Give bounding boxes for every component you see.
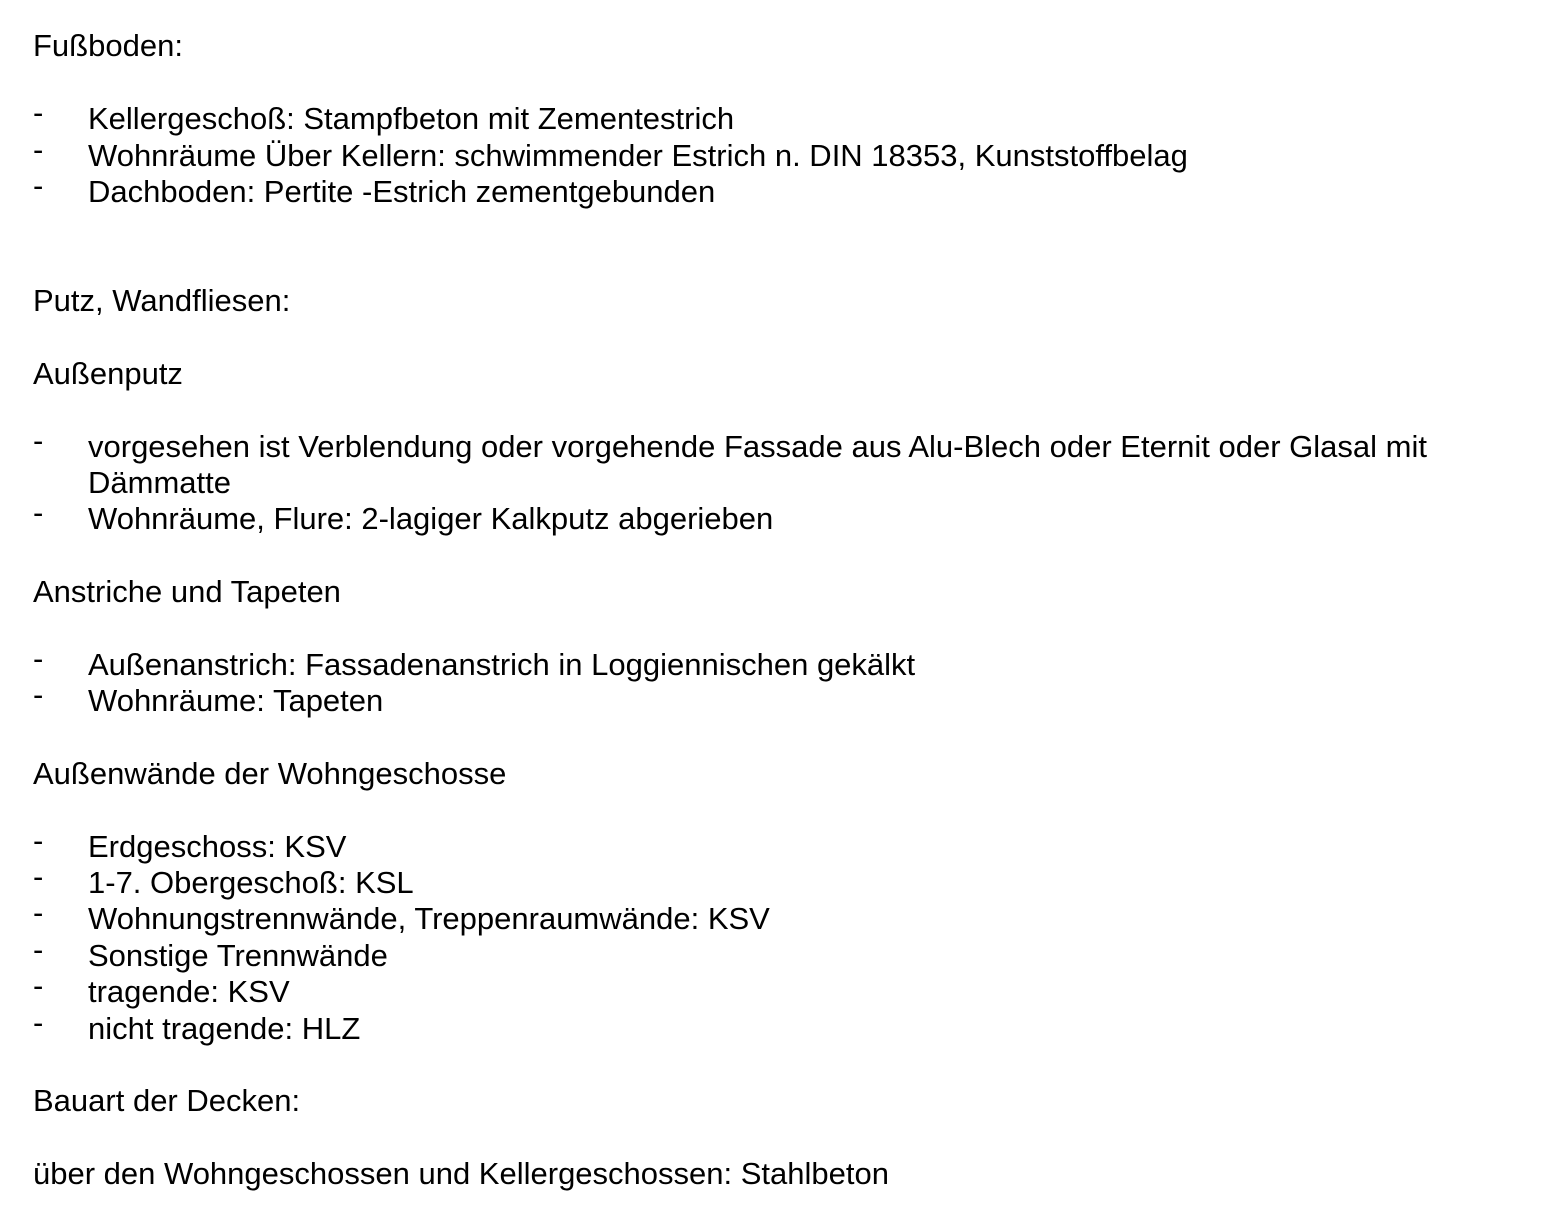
bullet-dash: - [33,1005,44,1040]
heading-aussenputz: Außenputz [33,356,183,391]
bullet-dash: - [33,677,44,712]
heading-putz: Putz, Wandfliesen: [33,283,291,318]
bullet-dash: - [33,895,44,930]
bullet-dash: - [33,495,44,530]
list-item-text: Wohnräume, Flure: 2-lagiger Kalkputz abgerieben [88,501,774,536]
paragraph-decken: über den Wohngeschossen und Kellergeschossen: Stahlbeton [33,1156,889,1191]
bullet-dash: - [33,932,44,967]
list-item-text: Wohnungstrennwände, Treppenraumwände: KSV [88,901,770,936]
heading-decken: Bauart der Decken: [33,1083,301,1118]
bullet-dash: - [33,132,44,167]
list-item-text: tragende: KSV [88,974,290,1009]
bullet-dash: - [33,823,44,858]
bullet-dash: - [33,968,44,1003]
list-item-text: Außenanstrich: Fassadenanstrich in Loggiennischen gekälkt [88,647,916,682]
bullet-dash: - [33,859,44,894]
heading-aussenwaende: Außenwände der Wohngeschosse [33,756,507,791]
list-item-text: vorgesehen ist Verblendung oder vorgehende Fassade aus Alu-Blech oder Eternit oder Glasal mit Dämmatte [88,429,1427,500]
bullet-dash: - [33,423,44,458]
bullet-dash: - [33,95,44,130]
list-item-text: 1-7. Obergeschoß: KSL [88,865,414,900]
list-item-text: Dachboden: Pertite -Estrich zementgebunden [88,174,716,209]
list-item-text: Erdgeschoss: KSV [88,829,347,864]
heading-anstriche: Anstriche und Tapeten [33,574,341,609]
list-item-text: Wohnräume: Tapeten [88,683,384,718]
list-item-text: Sonstige Trennwände [88,938,388,973]
bullet-dash: - [33,168,44,203]
list-item-text: nicht tragende: HLZ [88,1011,361,1046]
list-item-text: Wohnräume Über Kellern: schwimmender Estrich n. DIN 18353, Kunststoffbelag [88,138,1188,173]
list-item-text: Kellergeschoß: Stampfbeton mit Zementestrich [88,101,735,136]
heading-fussboden: Fußboden: [33,28,183,63]
bullet-dash: - [33,641,44,676]
